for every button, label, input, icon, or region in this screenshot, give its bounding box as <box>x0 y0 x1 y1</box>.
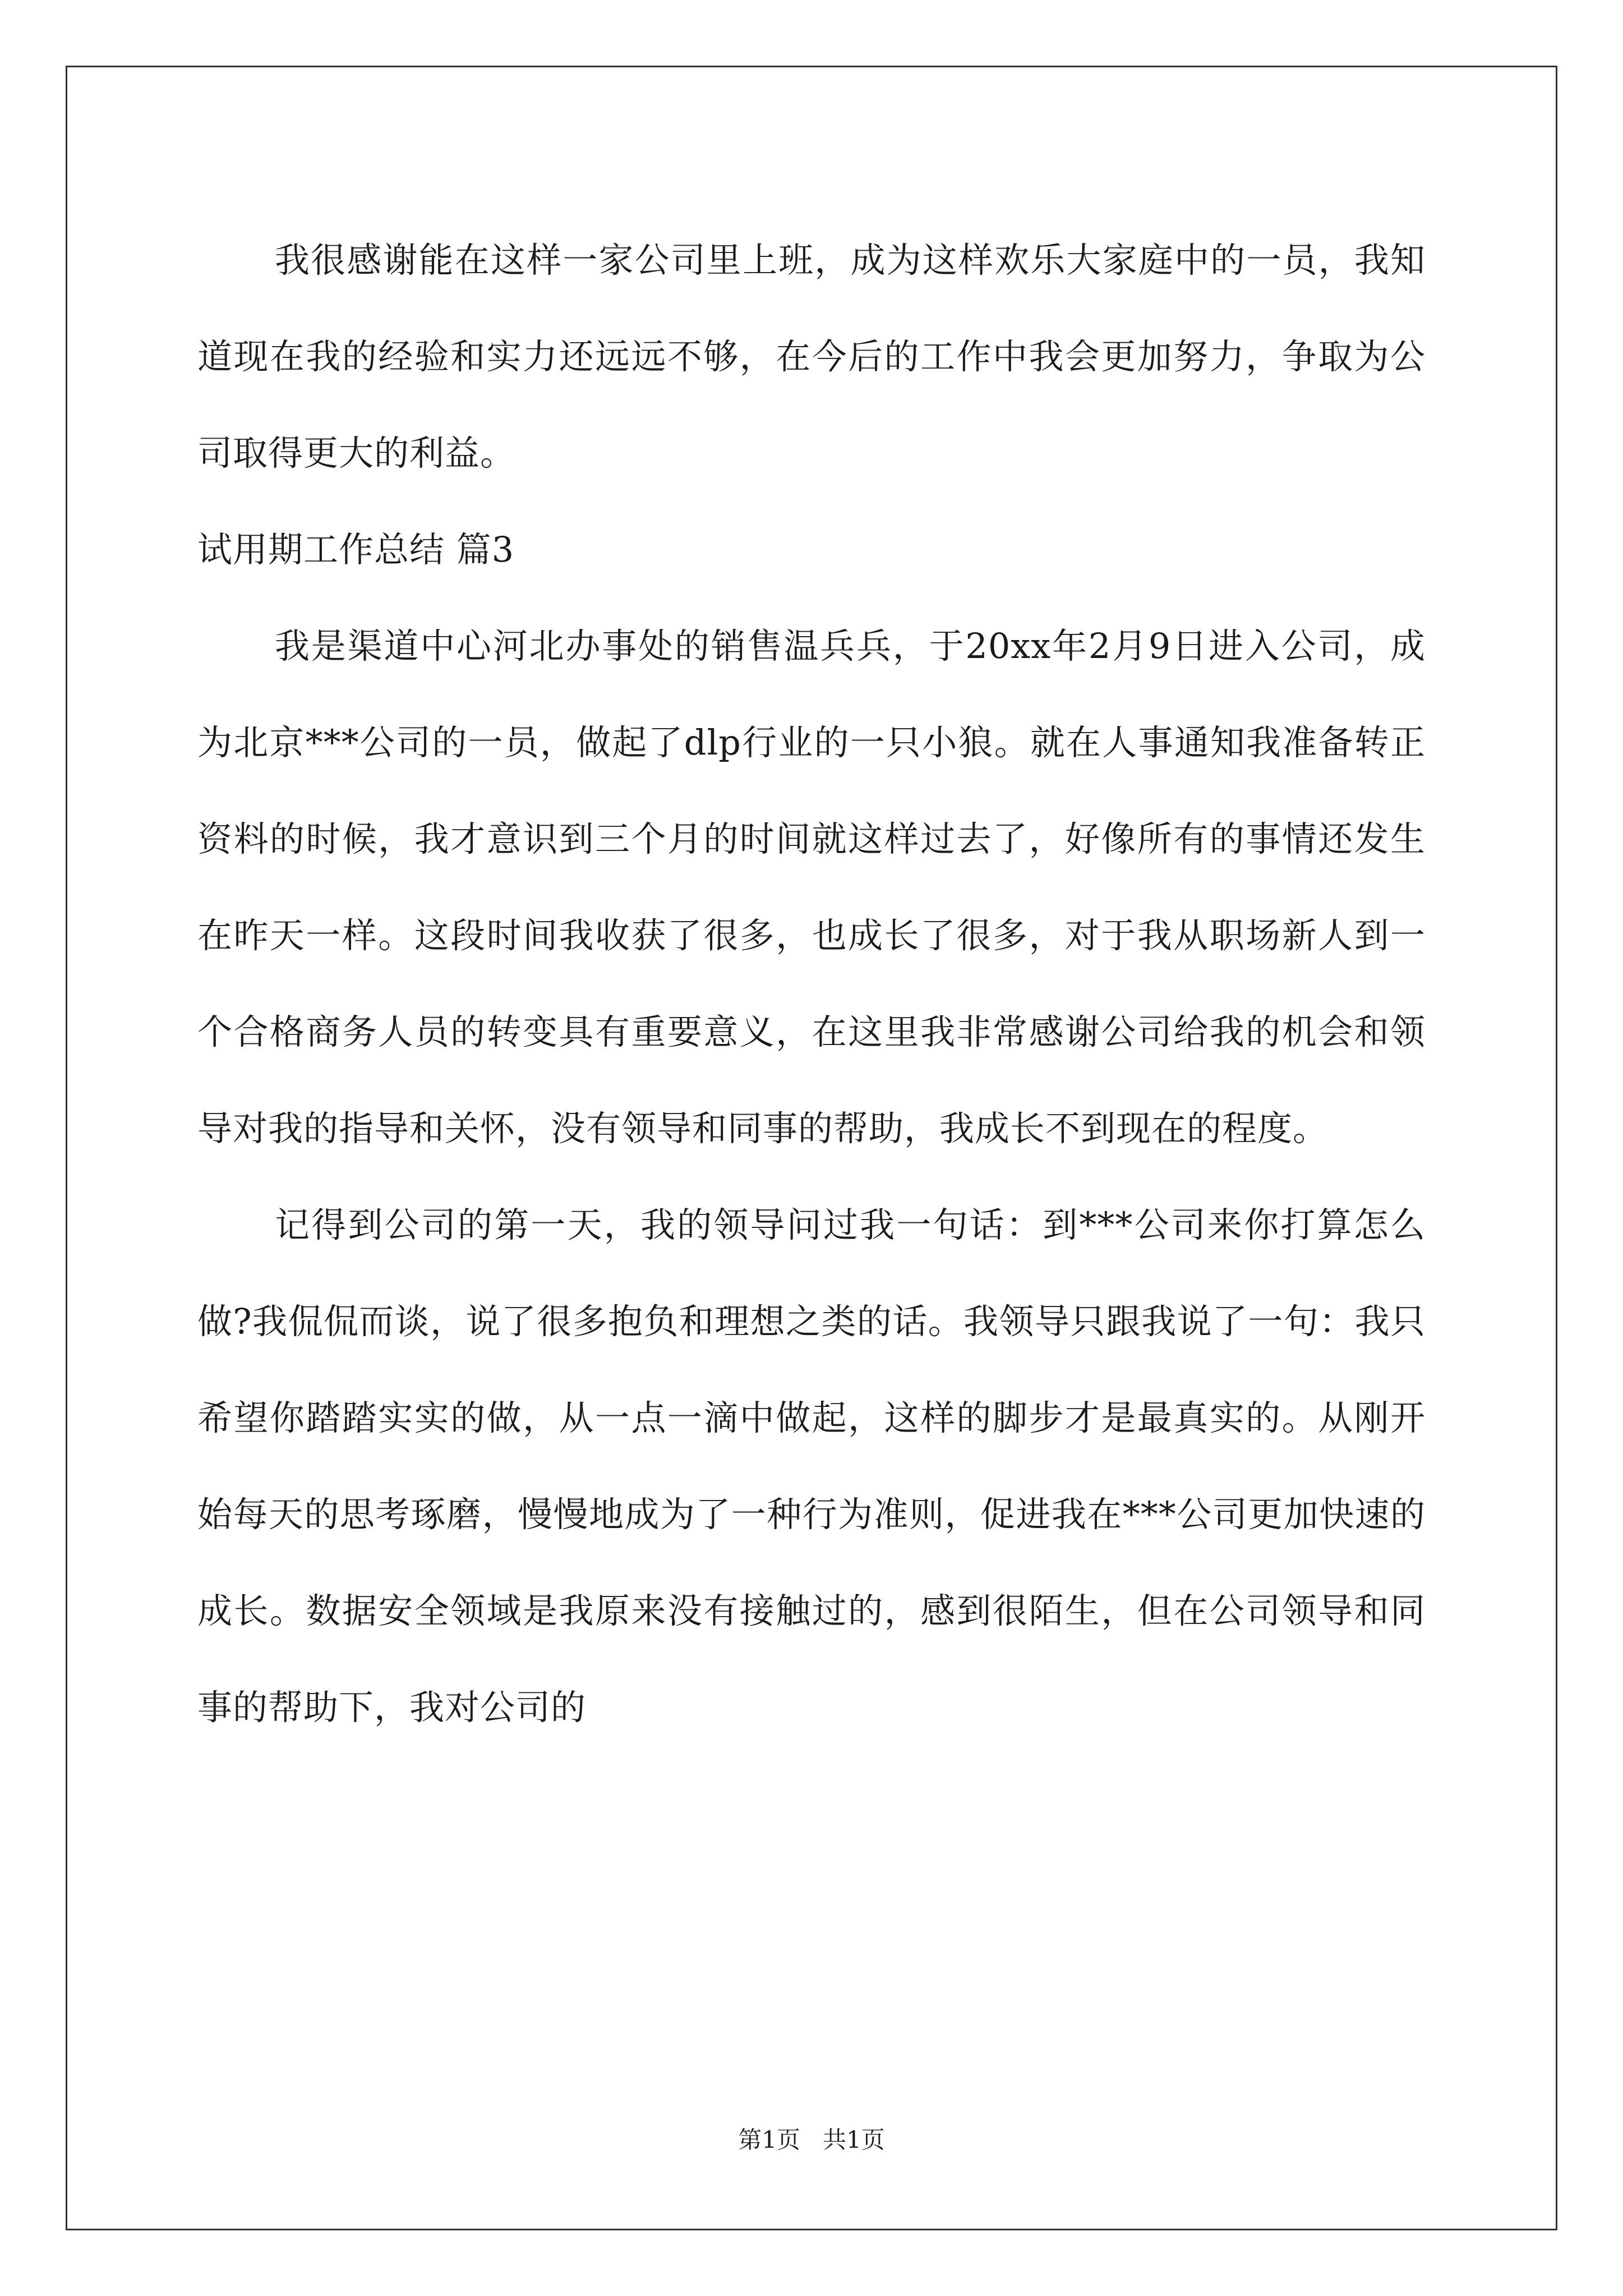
body-paragraph-2: 我是渠道中心河北办事处的销售温兵兵，于20xx年2月9日进入公司，成为北京***公司的一员，做起了dlp行业的一只小狼。就在人事通知我准备转正资料的时候，我才意识到三个月的时间就这样过去了，好像所有的事情还发生在昨天一样。这段时间我收获了很多，也成长了很多，对于我从职场新人到一个合格商务人员的转变具有重要意义，在这里我非常感谢公司给我的机会和领导对我的指导和关怀，没有领导和同事的帮助，我成长不到现在的程度。 <box>197 625 1426 1149</box>
section-heading: 试用期工作总结 篇3 <box>197 529 515 570</box>
page-total: 共1页 <box>823 2126 885 2154</box>
page-number: 第1页 <box>738 2126 800 2154</box>
body-paragraph-1: 我很感谢能在这样一家公司里上班，成为这样欢乐大家庭中的一员，我知道现在我的经验和实力还远远不够，在今后的工作中我会更加努力，争取为公司取得更大的利益。 <box>197 240 1426 473</box>
document-body <box>197 212 1426 1756</box>
page-footer <box>0 2122 1623 2155</box>
body-paragraph-3: 记得到公司的第一天，我的领导问过我一句话：到***公司来你打算怎么做?我侃侃而谈，说了很多抱负和理想之类的话。我领导只跟我说了一句：我只希望你踏踏实实的做，从一点一滴中做起，这样的脚步才是最真实的。从刚开始每天的思考琢磨，慢慢地成为了一种行为准则，促进我在***公司更加快速的成长。数据安全领域是我原来没有接触过的，感到很陌生，但在公司领导和同事的帮助下，我对公司的 <box>197 1204 1426 1728</box>
